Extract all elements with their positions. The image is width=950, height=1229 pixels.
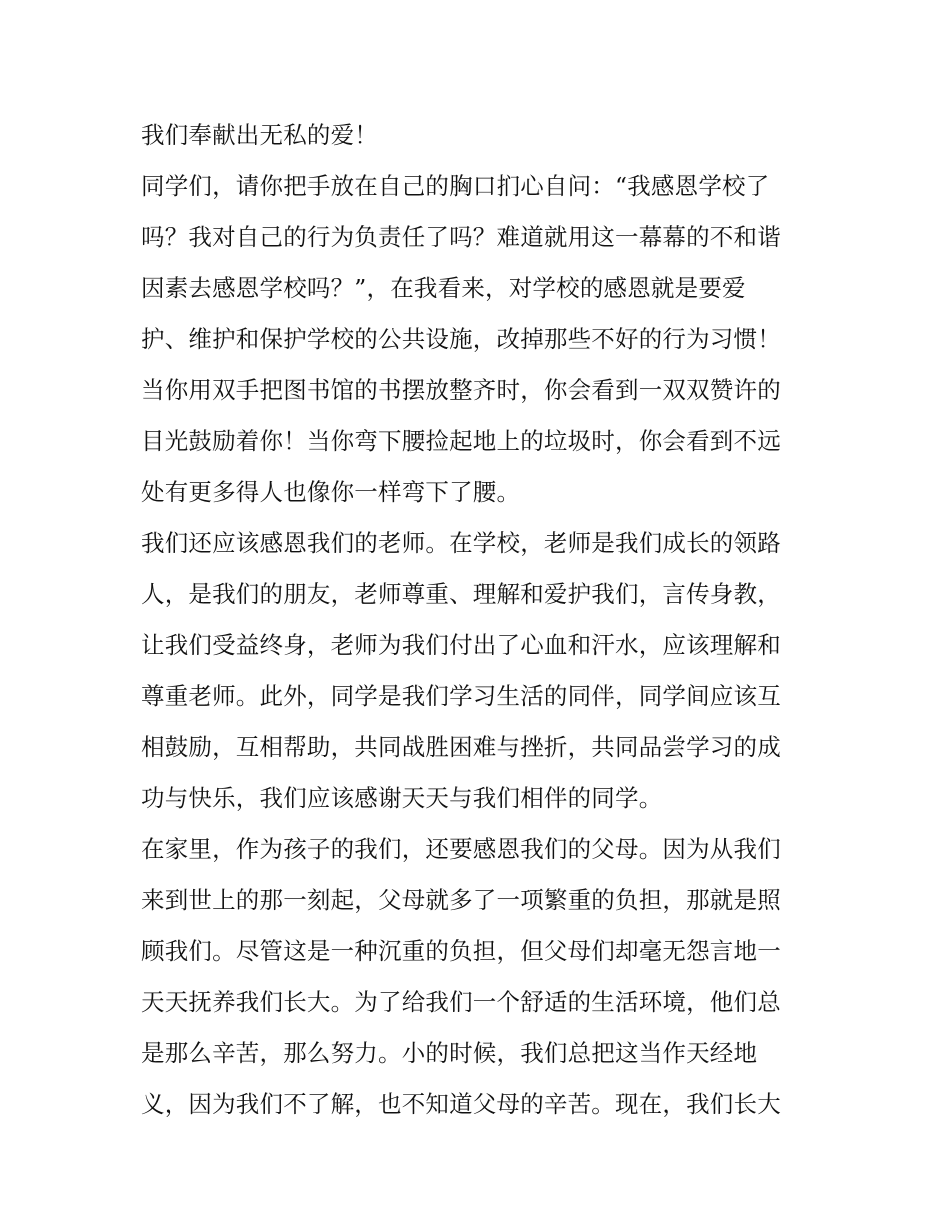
text-line-19: 是那么辛苦，那么努力。小的时候，我们总把这当作天经地 — [141, 1039, 758, 1067]
text-line-16: 来到世上的那一刻起，父母就多了一项繁重的负担，那就是照 — [141, 886, 781, 914]
body-text — [141, 110, 821, 1130]
text-line-7: 目光鼓励着你！当你弯下腰捡起地上的垃圾时，你会看到不远 — [141, 427, 781, 455]
text-line-14: 功与快乐，我们应该感谢天天与我们相伴的同学。 — [141, 784, 663, 812]
text-line-20: 义，因为我们不了解，也不知道父母的辛苦。现在，我们长大 — [141, 1090, 781, 1118]
text-line-17: 顾我们。尽管这是一种沉重的负担，但父母们却毫无怨言地一 — [141, 937, 781, 965]
text-line-9: 我们还应该感恩我们的老师。在学校，老师是我们成长的领路 — [141, 529, 781, 557]
text-line-15: 在家里，作为孩子的我们，还要感恩我们的父母。因为从我们 — [141, 835, 781, 863]
text-line-11: 让我们受益终身，老师为我们付出了心血和汗水，应该理解和 — [141, 631, 781, 659]
text-line-5: 护、维护和保护学校的公共设施，改掉那些不好的行为习惯！ — [141, 325, 781, 353]
text-line-18: 天天抚养我们长大。为了给我们一个舒适的生活环境，他们总 — [141, 988, 781, 1016]
text-line-13: 相鼓励，互相帮助，共同战胜困难与挫折，共同品尝学习的成 — [141, 733, 781, 761]
text-line-6: 当你用双手把图书馆的书摆放整齐时，你会看到一双双赞许的 — [141, 376, 781, 404]
text-line-2: 同学们，请你把手放在自己的胸口扪心自问：“我感恩学校了 — [141, 172, 770, 200]
text-line-3: 吗？我对自己的行为负责任了吗？难道就用这一幕幕的不和谐 — [141, 223, 781, 251]
text-line-10: 人，是我们的朋友，老师尊重、理解和爱护我们，言传身教， — [141, 580, 781, 608]
text-line-4: 因素去感恩学校吗？”，在我看来，对学校的感恩就是要爱 — [141, 274, 746, 302]
text-line-8: 处有更多得人也像你一样弯下了腰。 — [141, 478, 521, 506]
text-line-12: 尊重老师。此外，同学是我们学习生活的同伴，同学间应该互 — [141, 682, 781, 710]
text-line-1: 我们奉献出无私的爱！ — [141, 121, 378, 149]
